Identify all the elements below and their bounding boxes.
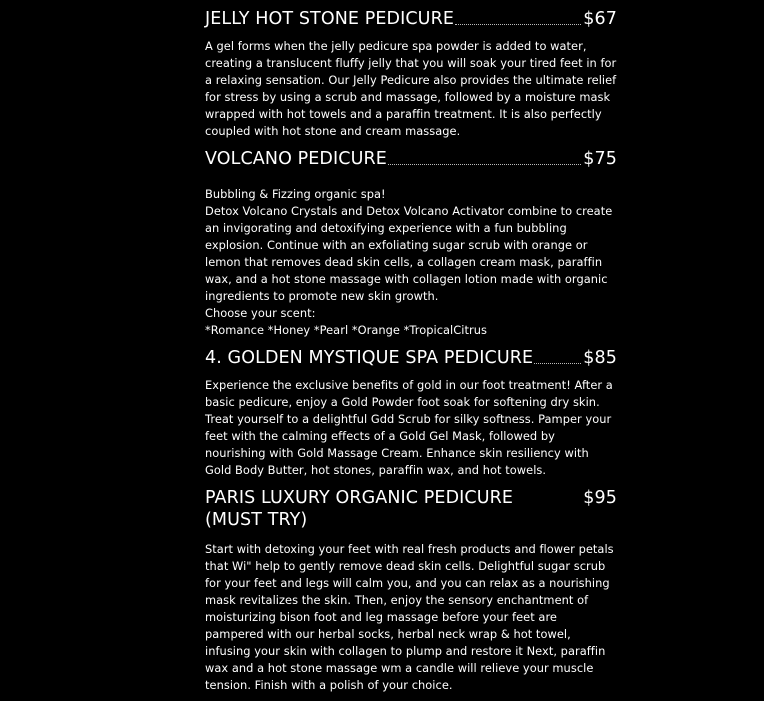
- description-paragraph: A gel forms when the jelly pedicure spa powder is added to water, creating a translucent fluffy jelly that you will soak your tired feet in for a relaxing sensation. Our Jelly Pedicure also provides the ultimate relief for stress by using a scrub and massage, followed by a moisture mask wrapped with hot towels and a paraffin treatment. It is also perfectly coupled with hot stone and cream massage.: [205, 39, 617, 138]
- dotted-leader: [534, 347, 581, 364]
- menu-item-description: [205, 38, 617, 140]
- menu-item-jelly: [205, 8, 617, 140]
- menu-item-price: $85: [583, 348, 617, 368]
- menu-item-title: VOLCANO PEDICURE: [205, 149, 387, 169]
- description-paragraph: Choose your scent:: [205, 306, 316, 320]
- pedicure-menu: [205, 8, 617, 694]
- menu-item-header: [205, 8, 617, 30]
- menu-item-description: [205, 377, 617, 479]
- menu-item-golden-mystique: [205, 347, 617, 479]
- description-paragraph: Bubbling & Fizzing organic spa!: [205, 187, 386, 201]
- description-paragraph: Detox Volcano Crystals and Detox Volcano Activator combine to create an invigorating and detoxifying experience with a fun bubbling explosion. Continue with an exfoliating sugar scrub with orange or lemon that removes dead skin cells, a collagen cream mask, paraffin wax, and a hot stone massage with collagen lotion made with organic ingredients to promote new skin growth.: [205, 204, 613, 303]
- menu-item-title: 4. GOLDEN MYSTIQUE SPA PEDICURE: [205, 348, 534, 368]
- menu-item-paris-luxury: [205, 487, 617, 694]
- menu-item-price: $95: [583, 488, 617, 508]
- description-paragraph: *Romance *Honey *Pearl *Orange *TropicalCitrus: [205, 323, 487, 337]
- dotted-leader: [388, 148, 581, 165]
- menu-item-header: [205, 148, 617, 170]
- description-paragraph: Experience the exclusive benefits of gold in our foot treatment! After a basic pedicure, enjoy a Gold Powder foot soak for softening dry skin. Treat yourself to a delightful Gdd Scrub for silky softness. Pamper your feet with the calming effects of a Gold Gel Mask, followed by nourishing with Gold Massage Cream. Enhance skin resiliency with Gold Body Butter, hot stones, paraffin wax, and hot towels.: [205, 378, 613, 477]
- menu-item-header: [205, 347, 617, 369]
- menu-item-header: [205, 487, 617, 531]
- dotted-leader: [455, 8, 581, 25]
- menu-item-description: [205, 541, 617, 694]
- menu-item-title: PARIS LUXURY ORGANIC PEDICURE (MUST TRY): [205, 488, 514, 530]
- menu-item-volcano: [205, 148, 617, 339]
- menu-item-description: [205, 186, 617, 339]
- description-paragraph: Start with detoxing your feet with real fresh products and flower petals that Wi" help to gently remove dead skin cells. Delightful sugar scrub for your feet and legs will calm you, and you can relax as a nourishing mask revitalizes the skin. Then, enjoy the sensory enchantment of moisturizing bison foot and leg massage before your feet are pampered with our herbal socks, herbal neck wrap & hot towel, infusing your skin with collagen to plump and restore it Next, paraffin wax and a hot stone massage wm a candle will relieve your muscle tension. Finish with a polish of your choice.: [205, 542, 614, 692]
- dotted-leader: [566, 487, 581, 503]
- menu-item-title: JELLY HOT STONE PEDICURE: [205, 9, 455, 29]
- menu-item-price: $75: [583, 149, 617, 169]
- menu-item-price: $67: [583, 9, 617, 29]
